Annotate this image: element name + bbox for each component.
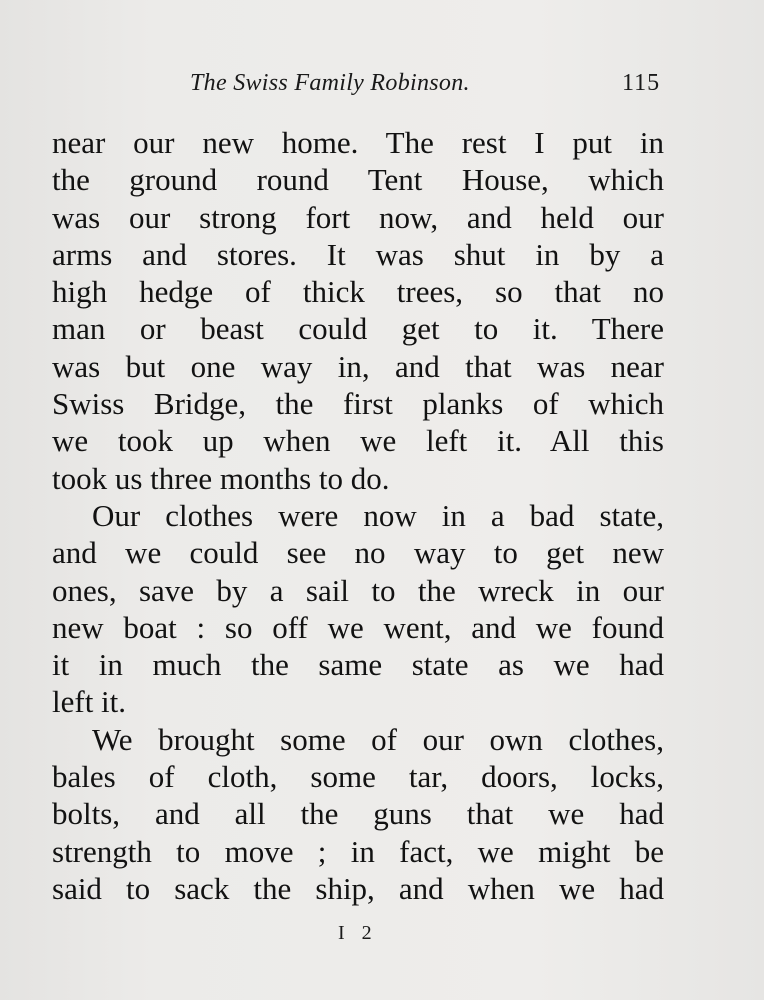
running-title: The Swiss Family Robinson. bbox=[190, 70, 470, 96]
text-line: was but one way in, and that was near bbox=[52, 348, 664, 384]
text-line: arms and stores. It was shut in by a bbox=[52, 236, 664, 272]
text-line: We brought some of our own clothes, bbox=[92, 721, 664, 757]
text-line: the ground round Tent House, which bbox=[52, 162, 664, 198]
text-line: bales of cloth, some tar, doors, locks, bbox=[52, 759, 664, 795]
text-line: Swiss Bridge, the first planks of which bbox=[52, 386, 664, 422]
text-line: bolts, and all the guns that we had bbox=[52, 796, 664, 832]
text-line: Our clothes were now in a bad state, bbox=[92, 497, 664, 533]
body-text bbox=[52, 124, 664, 907]
text-line: ones, save by a sail to the wreck in our bbox=[52, 572, 664, 608]
text-line: and we could see no way to get new bbox=[52, 535, 664, 571]
text-line: near our new home. The rest I put in bbox=[52, 125, 664, 160]
text-line: high hedge of thick trees, so that no bbox=[52, 274, 664, 310]
text-line: it in much the same state as we had bbox=[52, 647, 664, 683]
text-line: was our strong fort now, and held our bbox=[52, 199, 664, 235]
text-line: man or beast could get to it. There bbox=[52, 311, 664, 347]
text-line: we took up when we left it. All this bbox=[52, 423, 664, 459]
signature-mark: I 2 bbox=[338, 922, 378, 944]
text-line: strength to move ; in fact, we might be bbox=[52, 833, 664, 869]
text-line: left it. bbox=[52, 684, 127, 720]
text-line: said to sack the ship, and when we had bbox=[52, 870, 664, 906]
page-number: 115 bbox=[622, 70, 661, 96]
text-line: new boat : so off we went, and we found bbox=[52, 609, 664, 645]
running-head bbox=[0, 70, 764, 110]
text-line: took us three months to do. bbox=[52, 460, 390, 496]
